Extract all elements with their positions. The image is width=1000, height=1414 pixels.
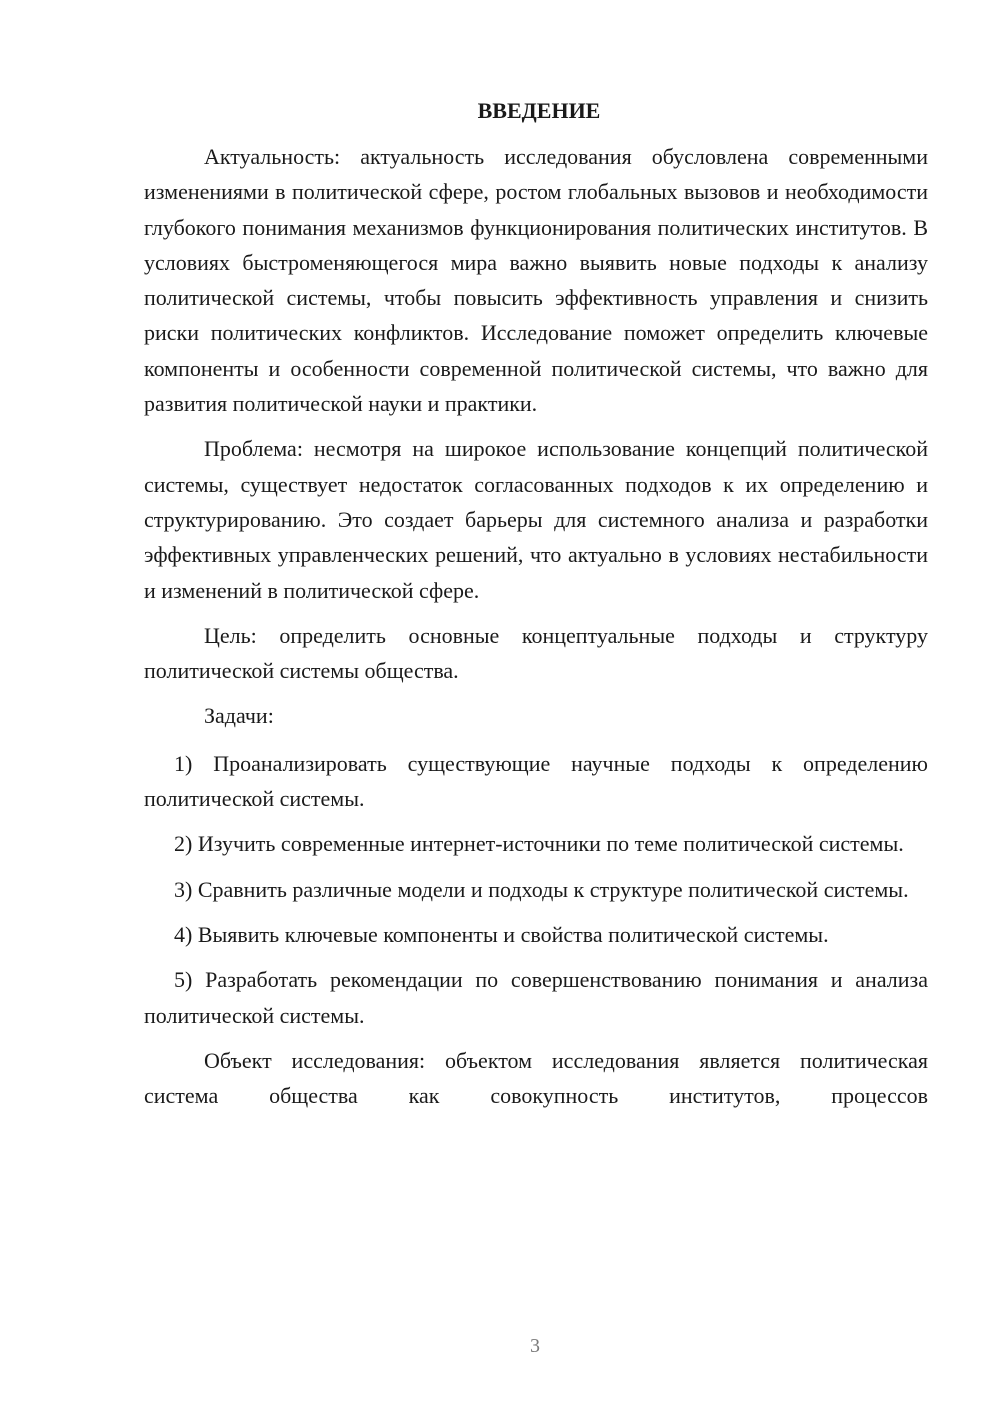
task-item-4: 4) Выявить ключевые компоненты и свойства политической системы.	[174, 921, 829, 947]
paragraph-tasks-label: Задачи:	[204, 703, 274, 729]
page-number: 3	[530, 1335, 540, 1357]
paragraph-problem: Проблема: несмотря на широкое использование концепций политической системы, существует недостаток согласованных подходов к их определению и структурированию. Это создает барьеры для системного анализа и разработки эффективных управленческих решений, что актуально в условиях нестабильности и изменений в политической сфере.	[144, 436, 928, 603]
task-item-2: 2) Изучить современные интернет-источники по теме политической системы.	[174, 831, 904, 857]
task-item-5: 5) Разработать рекомендации по совершенствованию понимания и анализа политической системы.	[144, 967, 928, 1028]
task-item-3: 3) Сравнить различные модели и подходы к структуре политической системы.	[174, 876, 909, 902]
document-page	[144, 95, 928, 1113]
paragraph-relevance: Актуальность: актуальность исследования обусловлена современными изменениями в политической сфере, ростом глобальных вызовов и необходимости глубокого понимания механизмов функционирования политических институтов. В условиях быстроменяющегося мира важно выявить новые подходы к анализу политической системы, чтобы повысить эффективность управления и снизить риски политических конфликтов. Исследование поможет определить ключевые компоненты и особенности современной политической системы, что важно для развития политической науки и практики.	[144, 144, 928, 417]
paragraph-goal: Цель: определить основные концептуальные подходы и структуру политической системы общества.	[144, 622, 928, 684]
section-heading: ВВЕДЕНИЕ	[477, 98, 601, 123]
paragraph-object: Объект исследования: объектом исследования является политическая система общества как совокупность институтов, процессов	[144, 1047, 928, 1109]
task-item-1: 1) Проанализировать существующие научные подходы к определению политической системы.	[144, 750, 928, 812]
